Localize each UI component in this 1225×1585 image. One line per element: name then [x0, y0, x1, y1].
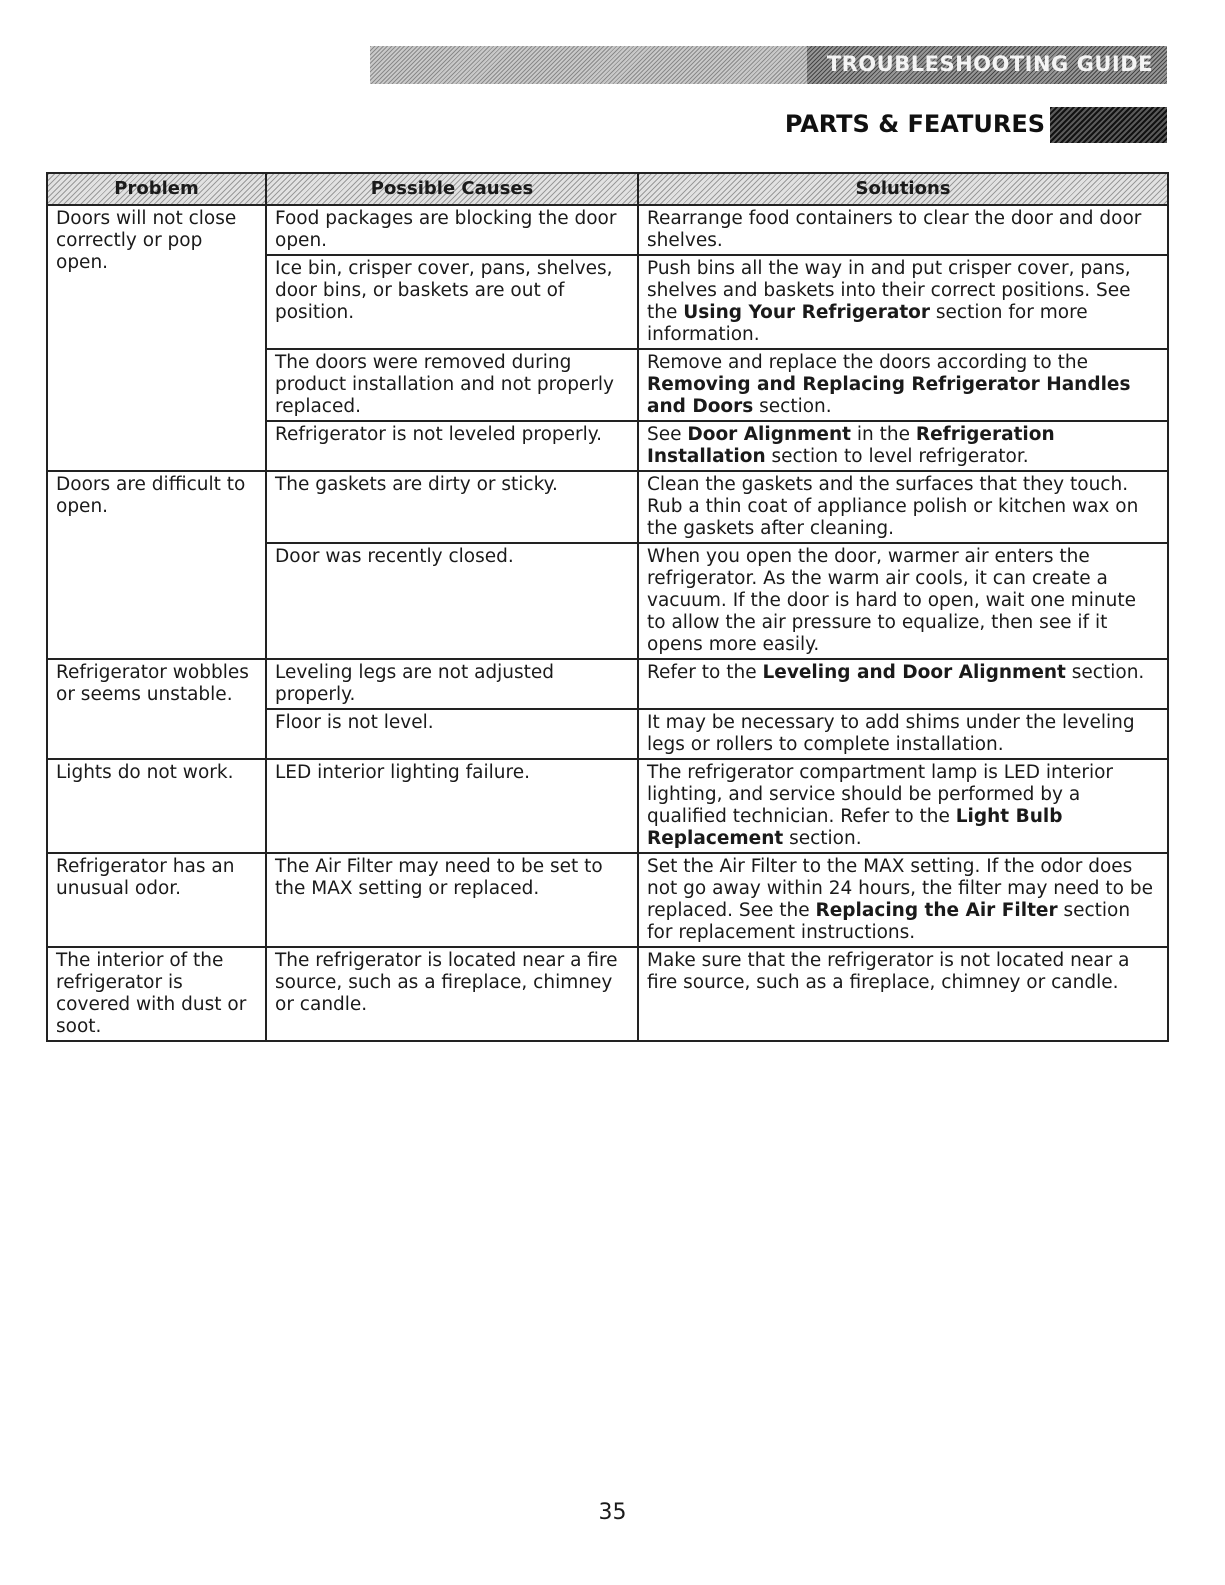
table-row — [47, 205, 1168, 255]
section-marker-block — [1050, 107, 1167, 143]
column-header-possible-causes: Possible Causes — [266, 173, 638, 205]
solution-text: The refrigerator compartment lamp is LED interior lighting, and service should be performed by a qualified technician. Refer to the — [647, 762, 1114, 827]
section-reference: Removing and Replacing Refrigerator Handles and Doors — [647, 374, 1131, 417]
solution-text: It may be necessary to add shims under the leveling legs or rollers to complete installation. — [647, 712, 1135, 755]
solution-text: section. — [1065, 662, 1145, 683]
section-reference: Using Your Refrigerator — [683, 302, 931, 323]
section-reference: Leveling and Door Alignment — [762, 662, 1066, 683]
solution-cell — [638, 947, 1168, 1041]
column-header-problem: Problem — [47, 173, 266, 205]
section-reference: Replacing the Air Filter — [815, 900, 1058, 921]
solution-cell — [638, 543, 1168, 659]
table-row — [47, 471, 1168, 543]
cause-cell: LED interior lighting failure. — [266, 759, 638, 853]
table-row — [47, 759, 1168, 853]
section-reference: Light Bulb Replacement — [647, 806, 1063, 849]
table-row — [47, 853, 1168, 947]
solution-text: section for replacement instructions. — [647, 900, 1131, 943]
cause-cell: Leveling legs are not adjusted properly. — [266, 659, 638, 709]
solution-text: section. — [753, 396, 832, 417]
solution-text: in the — [850, 424, 916, 445]
solution-text: Remove and replace the doors according to the — [647, 352, 1088, 373]
cause-cell: Refrigerator is not leveled properly. — [266, 421, 638, 471]
cause-cell: Floor is not level. — [266, 709, 638, 759]
solution-text: Refer to the — [647, 662, 763, 683]
solution-text: Clean the gaskets and the surfaces that they touch. Rub a thin coat of appliance polish or kitchen wax on the gaskets after cleaning. — [647, 474, 1139, 539]
solution-text: Push bins all the way in and put crisper cover, pans, shelves and baskets into their correct positions. See the — [647, 258, 1131, 323]
cause-cell: The doors were removed during product installation and not properly replaced. — [266, 349, 638, 421]
cause-cell: The refrigerator is located near a fire source, such as a fireplace, chimney or candle. — [266, 947, 638, 1041]
solution-cell — [638, 471, 1168, 543]
solution-cell — [638, 205, 1168, 255]
table-row — [47, 659, 1168, 709]
problem-cell: The interior of the refrigerator is covered with dust or soot. — [47, 947, 266, 1041]
banner-title: TROUBLESHOOTING GUIDE — [826, 52, 1153, 76]
problem-cell: Doors will not close correctly or pop open. — [47, 205, 266, 471]
table-header-row — [47, 173, 1168, 205]
problem-cell: Refrigerator has an unusual odor. — [47, 853, 266, 947]
problem-cell: Lights do not work. — [47, 759, 266, 853]
solution-cell — [638, 759, 1168, 853]
cause-cell: Food packages are blocking the door open. — [266, 205, 638, 255]
solution-text: Rearrange food containers to clear the door and door shelves. — [647, 208, 1142, 251]
problem-cell: Refrigerator wobbles or seems unstable. — [47, 659, 266, 759]
cause-cell: The gaskets are dirty or sticky. — [266, 471, 638, 543]
section-reference: Refrigeration Installation — [647, 424, 1055, 467]
solution-cell — [638, 255, 1168, 349]
solution-cell — [638, 421, 1168, 471]
solution-text: Make sure that the refrigerator is not located near a fire source, such as a fireplace, chimney or candle. — [647, 950, 1130, 993]
section-reference: Door Alignment — [687, 424, 851, 445]
table-row — [47, 947, 1168, 1041]
troubleshooting-table — [46, 172, 1169, 1042]
solution-cell — [638, 709, 1168, 759]
column-header-solutions: Solutions — [638, 173, 1168, 205]
solution-cell — [638, 659, 1168, 709]
solution-text: section. — [783, 828, 862, 849]
solution-text: section to level refrigerator. — [765, 446, 1029, 467]
solution-text: See — [647, 424, 688, 445]
solution-text: When you open the door, warmer air enters the refrigerator. As the warm air cools, it can create a vacuum. If the door is hard to open, wait one minute to allow the air pressure to equalize, then see if it opens more easily. — [647, 546, 1136, 655]
solution-text: section for more information. — [647, 302, 1088, 345]
page-number: 35 — [598, 1500, 627, 1525]
cause-cell: Door was recently closed. — [266, 543, 638, 659]
problem-cell: Doors are difficult to open. — [47, 471, 266, 659]
table-body — [47, 205, 1168, 1041]
solution-text: Set the Air Filter to the MAX setting. If the odor does not go away within 24 hours, the filter may need to be replaced. See the — [647, 856, 1153, 921]
cause-cell: Ice bin, crisper cover, pans, shelves, door bins, or baskets are out of position. — [266, 255, 638, 349]
troubleshooting-guide-banner — [370, 46, 1167, 84]
cause-cell: The Air Filter may need to be set to the MAX setting or replaced. — [266, 853, 638, 947]
solution-cell — [638, 853, 1168, 947]
section-title: PARTS & FEATURES — [784, 110, 1045, 138]
solution-cell — [638, 349, 1168, 421]
